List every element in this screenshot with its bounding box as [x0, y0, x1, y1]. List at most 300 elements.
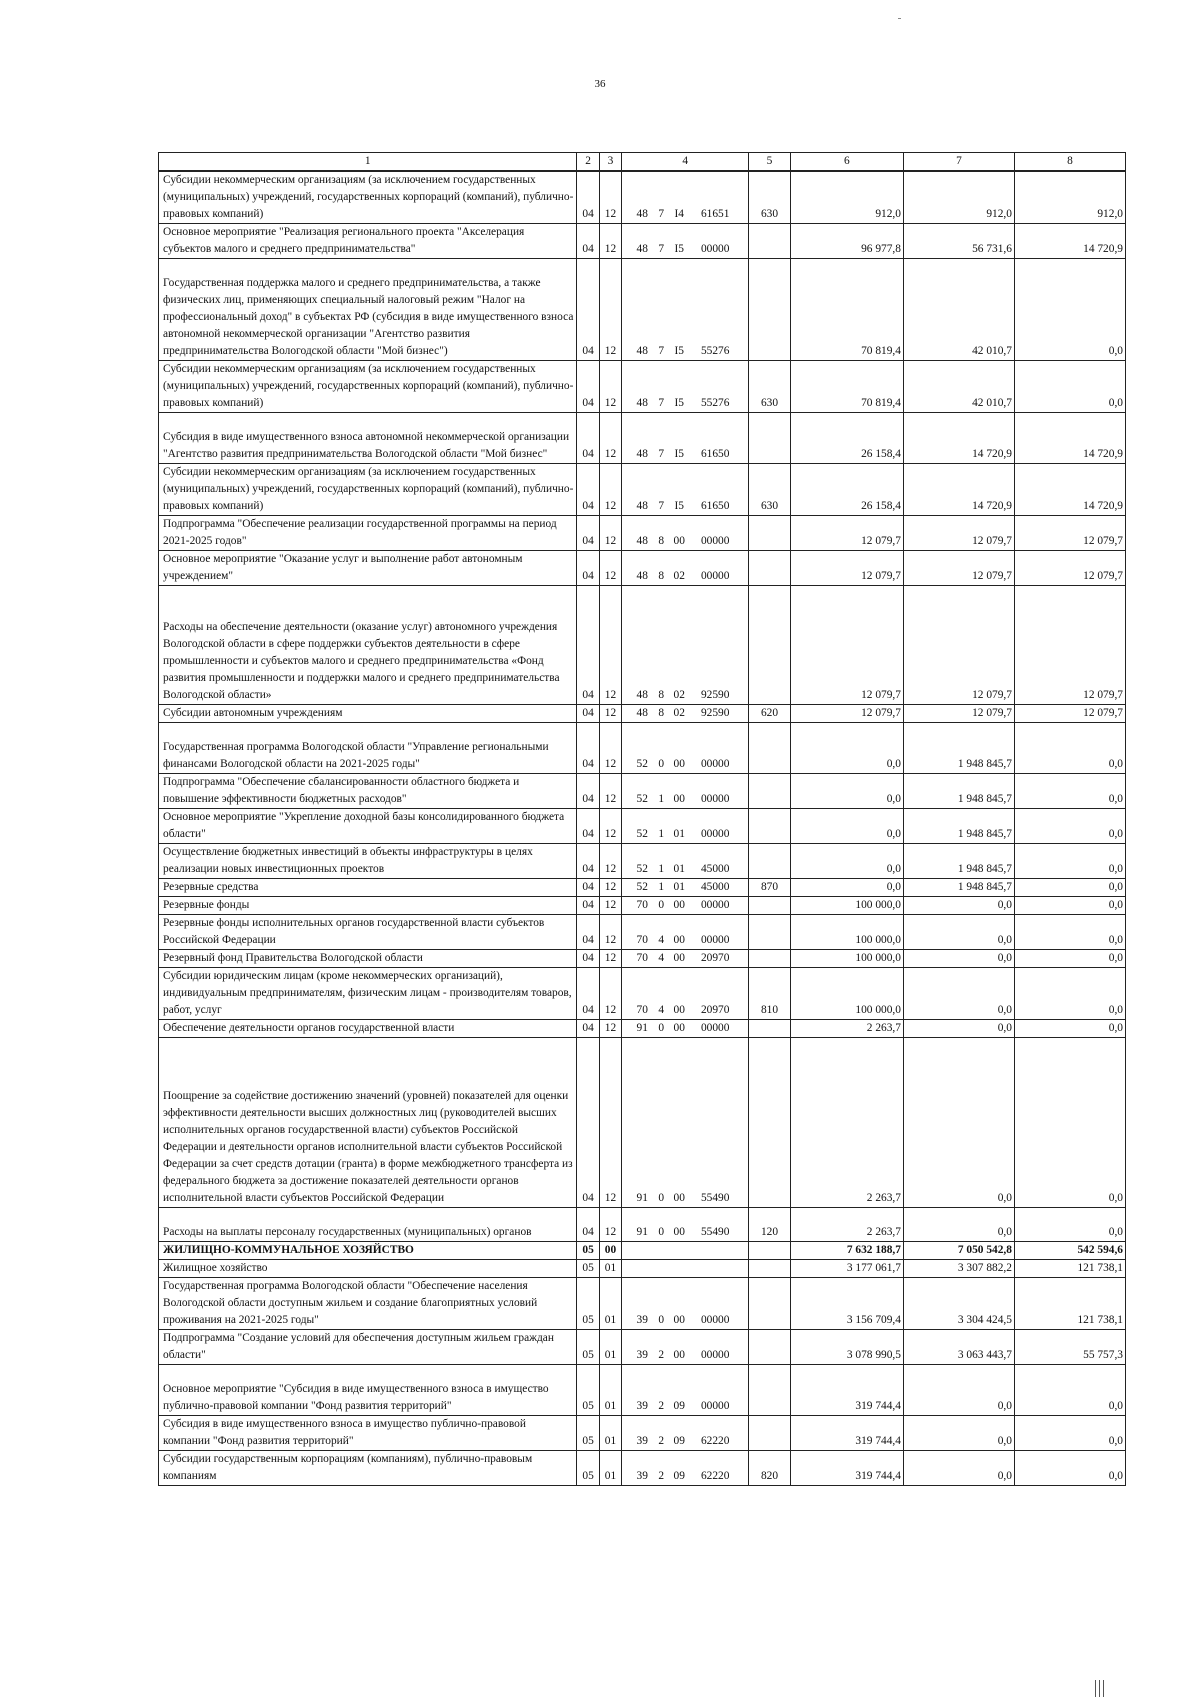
row-amount-2: 3 304 424,5 — [903, 1278, 1014, 1330]
target-article-part: 01 — [673, 881, 685, 893]
row-expense-type — [749, 259, 791, 361]
row-name: Субсидии автономным учреждениям — [159, 705, 577, 723]
row-amount-2: 0,0 — [903, 1365, 1014, 1416]
row-name: Резервные фонды исполнительных органов государственной власти субъектов Российской Федерации — [159, 915, 577, 950]
row-expense-type — [749, 224, 791, 259]
table-row — [159, 1208, 1126, 1242]
row-section: 04 — [577, 259, 599, 361]
col-header-1: 1 — [159, 153, 577, 172]
table-row — [159, 1451, 1126, 1486]
target-article-part: 91 — [636, 1192, 648, 1204]
row-target-article — [622, 1242, 749, 1260]
target-article-part: 01 — [673, 863, 685, 875]
row-subsection: 12 — [599, 950, 621, 968]
target-article-part: 39 — [636, 1400, 648, 1412]
row-amount-2: 1 948 845,7 — [903, 879, 1014, 897]
table-row — [159, 723, 1126, 774]
row-amount-3: 12 079,7 — [1014, 586, 1125, 705]
row-target-article — [622, 259, 749, 361]
row-target-article — [622, 551, 749, 586]
row-name: Подпрограмма "Обеспечение сбалансированности областного бюджета и повышение эффективности бюджетных расходов" — [159, 774, 577, 809]
row-amount-1: 319 744,4 — [790, 1365, 903, 1416]
row-amount-2: 0,0 — [903, 968, 1014, 1020]
row-expense-type — [749, 723, 791, 774]
row-amount-3: 0,0 — [1014, 723, 1125, 774]
row-amount-1: 100 000,0 — [790, 897, 903, 915]
table-row — [159, 968, 1126, 1020]
target-article-part: 48 — [636, 535, 648, 547]
row-name: Субсидия в виде имущественного взноса автономной некоммерческой организации "Агентство развития предпринимательства Вологодской области "Мой бизнес" — [159, 413, 577, 464]
row-expense-type — [749, 1416, 791, 1451]
row-section: 05 — [577, 1242, 599, 1260]
col-header-6: 6 — [790, 153, 903, 172]
row-section: 04 — [577, 774, 599, 809]
row-target-article — [622, 361, 749, 413]
row-amount-3: 0,0 — [1014, 915, 1125, 950]
table-row — [159, 879, 1126, 897]
row-amount-3: 0,0 — [1014, 1038, 1125, 1208]
target-article-part: 02 — [673, 570, 685, 582]
row-name: Основное мероприятие "Реализация регионального проекта "Акселерация субъектов малого и среднего предпринимательства" — [159, 224, 577, 259]
row-subsection: 12 — [599, 586, 621, 705]
table-row — [159, 915, 1126, 950]
target-article-part: 62220 — [700, 1470, 730, 1482]
target-article-part: 20970 — [700, 1004, 730, 1016]
row-name: Расходы на обеспечение деятельности (оказание услуг) автономного учреждения Вологодской области в сфере поддержки субъектов деятельности в сфере промышленности и субъектов малого и среднего предпринимательства «Фонд развития промышленности и поддержки малого и среднего предпринимательства Вологодской области» — [159, 586, 577, 705]
row-subsection: 00 — [599, 1242, 621, 1260]
row-amount-1: 3 156 709,4 — [790, 1278, 903, 1330]
row-expense-type — [749, 1260, 791, 1278]
row-amount-1: 0,0 — [790, 879, 903, 897]
target-article-part: 2 — [658, 1435, 665, 1447]
target-article-part: 0 — [658, 1192, 665, 1204]
row-section: 04 — [577, 586, 599, 705]
row-section: 04 — [577, 1038, 599, 1208]
target-article-part: 91 — [636, 1022, 648, 1034]
row-target-article — [622, 1365, 749, 1416]
target-article-part: 00000 — [700, 535, 730, 547]
table-row — [159, 1416, 1126, 1451]
target-article-part: 2 — [658, 1349, 665, 1361]
row-name: Обеспечение деятельности органов государственной власти — [159, 1020, 577, 1038]
row-amount-2: 12 079,7 — [903, 586, 1014, 705]
target-article-part: I5 — [674, 243, 684, 255]
row-expense-type — [749, 1330, 791, 1365]
row-target-article — [622, 413, 749, 464]
row-amount-2: 912,0 — [903, 171, 1014, 224]
table-row — [159, 1020, 1126, 1038]
row-expense-type — [749, 915, 791, 950]
target-article-part: 00 — [673, 758, 685, 770]
target-article-part: 00 — [673, 1004, 685, 1016]
target-article-part: 4 — [658, 952, 665, 964]
table-row — [159, 774, 1126, 809]
target-article-part: 7 — [658, 345, 665, 357]
target-article-part: 02 — [673, 707, 685, 719]
row-section: 05 — [577, 1451, 599, 1486]
row-target-article — [622, 1038, 749, 1208]
row-amount-2: 12 079,7 — [903, 551, 1014, 586]
row-amount-2: 12 079,7 — [903, 516, 1014, 551]
row-section: 04 — [577, 413, 599, 464]
row-expense-type — [749, 586, 791, 705]
row-name: Государственная программа Вологодской области "Управление региональными финансами Вологодской области на 2021-2025 годы" — [159, 723, 577, 774]
target-article-part: 92590 — [700, 689, 730, 701]
col-header-8: 8 — [1014, 153, 1125, 172]
row-expense-type: 810 — [749, 968, 791, 1020]
target-article-part: 0 — [658, 1022, 665, 1034]
row-amount-1: 2 263,7 — [790, 1020, 903, 1038]
row-target-article — [622, 586, 749, 705]
target-article-part: 4 — [658, 1004, 665, 1016]
row-section: 04 — [577, 809, 599, 844]
row-amount-3: 912,0 — [1014, 171, 1125, 224]
target-article-part: I5 — [674, 448, 684, 460]
row-amount-1: 2 263,7 — [790, 1208, 903, 1242]
table-row — [159, 1365, 1126, 1416]
row-subsection: 12 — [599, 844, 621, 879]
row-amount-1: 7 632 188,7 — [790, 1242, 903, 1260]
col-header-5: 5 — [749, 153, 791, 172]
row-section: 04 — [577, 464, 599, 516]
target-article-part: 00 — [673, 899, 685, 911]
target-article-part: I4 — [674, 208, 684, 220]
target-article-part: 00 — [673, 934, 685, 946]
row-expense-type: 620 — [749, 705, 791, 723]
row-target-article — [622, 844, 749, 879]
row-expense-type: 630 — [749, 171, 791, 224]
row-amount-1: 12 079,7 — [790, 586, 903, 705]
row-target-article — [622, 723, 749, 774]
row-name: Субсидии некоммерческим организациям (за исключением государственных (муниципальных) учреждений, государственных корпораций (компаний), публично-правовых компаний) — [159, 464, 577, 516]
target-article-part: I5 — [674, 397, 684, 409]
target-article-part: 00 — [673, 952, 685, 964]
target-article-part: 00 — [673, 1349, 685, 1361]
target-article-part: 48 — [636, 448, 648, 460]
row-amount-1: 2 263,7 — [790, 1038, 903, 1208]
target-article-part: 52 — [636, 793, 648, 805]
row-amount-3: 55 757,3 — [1014, 1330, 1125, 1365]
row-expense-type: 870 — [749, 879, 791, 897]
row-subsection: 12 — [599, 361, 621, 413]
row-section: 04 — [577, 516, 599, 551]
target-article-part: 00 — [673, 1314, 685, 1326]
row-amount-1: 12 079,7 — [790, 516, 903, 551]
row-name: Резервные фонды — [159, 897, 577, 915]
target-article-part: 70 — [636, 1004, 648, 1016]
table-row — [159, 1330, 1126, 1365]
row-expense-type — [749, 551, 791, 586]
row-amount-2: 3 063 443,7 — [903, 1330, 1014, 1365]
target-article-part: 48 — [636, 345, 648, 357]
row-amount-1: 96 977,8 — [790, 224, 903, 259]
row-subsection: 12 — [599, 968, 621, 1020]
table-row — [159, 897, 1126, 915]
target-article-part: 61650 — [700, 500, 730, 512]
row-target-article — [622, 224, 749, 259]
target-article-part: 48 — [636, 500, 648, 512]
row-amount-1: 26 158,4 — [790, 413, 903, 464]
row-subsection: 01 — [599, 1260, 621, 1278]
target-article-part: 55490 — [700, 1226, 730, 1238]
row-subsection: 12 — [599, 705, 621, 723]
target-article-part: 00000 — [700, 243, 730, 255]
row-name: Субсидии государственным корпорациям (компаниям), публично-правовым компаниям — [159, 1451, 577, 1486]
row-section: 04 — [577, 897, 599, 915]
row-name: Субсидии юридическим лицам (кроме некоммерческих организаций), индивидуальным предпринимателям, физическим лицам - производителям товаров, работ, услуг — [159, 968, 577, 1020]
row-target-article — [622, 1278, 749, 1330]
row-amount-2: 56 731,6 — [903, 224, 1014, 259]
row-name: Основное мероприятие "Субсидия в виде имущественного взноса в имущество публично-правовой компании "Фонд развития территорий" — [159, 1365, 577, 1416]
target-article-part: I5 — [674, 345, 684, 357]
target-article-part: 2 — [658, 1470, 665, 1482]
row-section: 04 — [577, 968, 599, 1020]
row-subsection: 12 — [599, 259, 621, 361]
table-body — [159, 171, 1126, 1486]
row-section: 04 — [577, 361, 599, 413]
row-name: Осуществление бюджетных инвестиций в объекты инфраструктуры в целях реализации новых инвестиционных проектов — [159, 844, 577, 879]
row-target-article — [622, 1260, 749, 1278]
target-article-part: 00000 — [700, 793, 730, 805]
row-expense-type: 630 — [749, 361, 791, 413]
row-amount-3: 0,0 — [1014, 774, 1125, 809]
row-section: 04 — [577, 551, 599, 586]
target-article-part: 0 — [658, 1226, 665, 1238]
target-article-part: 55276 — [700, 397, 730, 409]
target-article-part: 61650 — [700, 448, 730, 460]
row-target-article — [622, 950, 749, 968]
row-section: 04 — [577, 723, 599, 774]
row-amount-1: 70 819,4 — [790, 361, 903, 413]
target-article-part: 00000 — [700, 1314, 730, 1326]
row-expense-type — [749, 516, 791, 551]
row-amount-1: 319 744,4 — [790, 1416, 903, 1451]
budget-table-container — [158, 152, 1126, 1486]
row-name: Расходы на выплаты персоналу государственных (муниципальных) органов — [159, 1208, 577, 1242]
col-header-4: 4 — [622, 153, 749, 172]
row-amount-2: 1 948 845,7 — [903, 844, 1014, 879]
table-row — [159, 705, 1126, 723]
target-article-part: 20970 — [700, 952, 730, 964]
target-article-part: 00 — [673, 535, 685, 547]
row-section: 04 — [577, 950, 599, 968]
target-article-part: 00 — [673, 1226, 685, 1238]
target-article-part: 0 — [658, 758, 665, 770]
row-amount-1: 100 000,0 — [790, 915, 903, 950]
table-row — [159, 844, 1126, 879]
row-subsection: 12 — [599, 774, 621, 809]
target-article-part: 62220 — [700, 1435, 730, 1447]
row-section: 04 — [577, 705, 599, 723]
row-target-article — [622, 705, 749, 723]
row-target-article — [622, 1416, 749, 1451]
target-article-part: 70 — [636, 899, 648, 911]
row-expense-type: 630 — [749, 464, 791, 516]
row-section: 04 — [577, 171, 599, 224]
row-amount-3: 14 720,9 — [1014, 464, 1125, 516]
row-amount-3: 0,0 — [1014, 1365, 1125, 1416]
row-subsection: 12 — [599, 224, 621, 259]
row-name: Государственная программа Вологодской области "Обеспечение населения Вологодской области доступным жильем и создание благоприятных условий проживания на 2021-2025 годы" — [159, 1278, 577, 1330]
target-article-part: 0 — [658, 1314, 665, 1326]
row-amount-2: 0,0 — [903, 1208, 1014, 1242]
row-amount-3: 0,0 — [1014, 1416, 1125, 1451]
row-section: 05 — [577, 1260, 599, 1278]
row-target-article — [622, 1208, 749, 1242]
target-article-part: 00000 — [700, 1400, 730, 1412]
target-article-part: 01 — [673, 828, 685, 840]
row-amount-1: 0,0 — [790, 723, 903, 774]
row-subsection: 12 — [599, 809, 621, 844]
row-target-article — [622, 915, 749, 950]
table-header-row — [159, 153, 1126, 172]
target-article-part: 52 — [636, 881, 648, 893]
target-article-part: I5 — [674, 500, 684, 512]
row-section: 05 — [577, 1365, 599, 1416]
row-subsection: 12 — [599, 723, 621, 774]
row-amount-2: 1 948 845,7 — [903, 723, 1014, 774]
row-name: Подпрограмма "Создание условий для обеспечения доступным жильем граждан области" — [159, 1330, 577, 1365]
target-article-part: 48 — [636, 707, 648, 719]
target-article-part: 70 — [636, 934, 648, 946]
row-section: 04 — [577, 224, 599, 259]
row-amount-3: 0,0 — [1014, 361, 1125, 413]
target-article-part: 7 — [658, 208, 665, 220]
col-header-3: 3 — [599, 153, 621, 172]
row-name: Жилищное хозяйство — [159, 1260, 577, 1278]
page-number: 36 — [594, 78, 606, 90]
row-target-article — [622, 516, 749, 551]
target-article-part: 00 — [673, 793, 685, 805]
target-article-part: 39 — [636, 1435, 648, 1447]
table-row — [159, 1260, 1126, 1278]
scan-artifact — [898, 18, 901, 19]
row-amount-1: 26 158,4 — [790, 464, 903, 516]
row-amount-3: 0,0 — [1014, 968, 1125, 1020]
target-article-part: 48 — [636, 243, 648, 255]
row-amount-3: 12 079,7 — [1014, 516, 1125, 551]
row-name: Субсидии некоммерческим организациям (за исключением государственных (муниципальных) учреждений, государственных корпораций (компаний), публично-правовых компаний) — [159, 171, 577, 224]
row-name: Основное мероприятие "Укрепление доходной базы консолидированного бюджета области" — [159, 809, 577, 844]
row-name: Подпрограмма "Обеспечение реализации государственной программы на период 2021-2025 годов" — [159, 516, 577, 551]
table-row — [159, 551, 1126, 586]
row-expense-type — [749, 413, 791, 464]
row-expense-type: 120 — [749, 1208, 791, 1242]
target-article-part: 8 — [658, 707, 665, 719]
row-name: Основное мероприятие "Оказание услуг и выполнение работ автономным учреждением" — [159, 551, 577, 586]
target-article-part: 00000 — [700, 934, 730, 946]
target-article-part: 09 — [673, 1470, 685, 1482]
row-amount-3: 0,0 — [1014, 1020, 1125, 1038]
row-amount-2: 0,0 — [903, 1038, 1014, 1208]
row-target-article — [622, 809, 749, 844]
target-article-part: 52 — [636, 758, 648, 770]
target-article-part: 2 — [658, 1400, 665, 1412]
row-section: 04 — [577, 915, 599, 950]
col-header-2: 2 — [577, 153, 599, 172]
row-amount-2: 1 948 845,7 — [903, 774, 1014, 809]
table-row — [159, 413, 1126, 464]
row-expense-type — [749, 774, 791, 809]
table-row — [159, 516, 1126, 551]
row-subsection: 01 — [599, 1278, 621, 1330]
col-header-7: 7 — [903, 153, 1014, 172]
target-article-part: 09 — [673, 1400, 685, 1412]
target-article-part: 52 — [636, 863, 648, 875]
row-name: Резервный фонд Правительства Вологодской области — [159, 950, 577, 968]
target-article-part: 7 — [658, 448, 665, 460]
row-name: Субсидии некоммерческим организациям (за исключением государственных (муниципальных) учреждений, государственных корпораций (компаний), публично-правовых компаний) — [159, 361, 577, 413]
target-article-part: 55276 — [700, 345, 730, 357]
target-article-part: 1 — [658, 863, 665, 875]
table-row — [159, 1038, 1126, 1208]
row-name: Резервные средства — [159, 879, 577, 897]
row-target-article — [622, 1020, 749, 1038]
row-name: Поощрение за содействие достижению значений (уровней) показателей для оценки эффективности деятельности высших должностных лиц (руководителей высших исполнительных органов государственной власти) субъектов Российской Федерации и деятельности органов исполнительной власти субъектов Российской Федерации за счет средств дотации (гранта) в форме межбюджетного трансферта из федерального бюджета за достижение показателей деятельности органов исполнительной власти субъектов Российской Федерации — [159, 1038, 577, 1208]
row-amount-3: 0,0 — [1014, 897, 1125, 915]
row-amount-2: 0,0 — [903, 1451, 1014, 1486]
row-amount-1: 319 744,4 — [790, 1451, 903, 1486]
row-expense-type — [749, 809, 791, 844]
row-subsection: 01 — [599, 1416, 621, 1451]
row-amount-3: 0,0 — [1014, 879, 1125, 897]
target-article-part: 00 — [673, 1022, 685, 1034]
target-article-part: 00000 — [700, 1022, 730, 1034]
target-article-part: 45000 — [700, 881, 730, 893]
row-expense-type — [749, 1020, 791, 1038]
target-article-part: 00000 — [700, 758, 730, 770]
row-target-article — [622, 774, 749, 809]
row-subsection: 12 — [599, 171, 621, 224]
row-amount-1: 70 819,4 — [790, 259, 903, 361]
target-article-part: 1 — [658, 828, 665, 840]
table-row — [159, 809, 1126, 844]
row-amount-2: 0,0 — [903, 897, 1014, 915]
table-row — [159, 224, 1126, 259]
row-subsection: 12 — [599, 413, 621, 464]
target-article-part: 00000 — [700, 899, 730, 911]
row-amount-2: 14 720,9 — [903, 413, 1014, 464]
row-subsection: 01 — [599, 1330, 621, 1365]
row-amount-3: 0,0 — [1014, 259, 1125, 361]
row-amount-3: 14 720,9 — [1014, 224, 1125, 259]
target-article-part: 09 — [673, 1435, 685, 1447]
row-amount-1: 12 079,7 — [790, 551, 903, 586]
row-amount-2: 42 010,7 — [903, 259, 1014, 361]
target-article-part: 8 — [658, 535, 665, 547]
row-amount-1: 12 079,7 — [790, 705, 903, 723]
row-amount-3: 0,0 — [1014, 1451, 1125, 1486]
row-amount-1: 100 000,0 — [790, 968, 903, 1020]
row-subsection: 12 — [599, 915, 621, 950]
scan-marks — [1095, 1680, 1107, 1702]
row-section: 04 — [577, 1208, 599, 1242]
target-article-part: 92590 — [700, 707, 730, 719]
target-article-part: 00000 — [700, 1349, 730, 1361]
row-section: 05 — [577, 1278, 599, 1330]
row-expense-type — [749, 844, 791, 879]
row-amount-3: 12 079,7 — [1014, 551, 1125, 586]
row-amount-1: 912,0 — [790, 171, 903, 224]
target-article-part: 55490 — [700, 1192, 730, 1204]
table-row — [159, 171, 1126, 224]
row-subsection: 12 — [599, 464, 621, 516]
row-section: 04 — [577, 844, 599, 879]
row-subsection: 12 — [599, 1208, 621, 1242]
row-amount-3: 0,0 — [1014, 844, 1125, 879]
row-amount-2: 14 720,9 — [903, 464, 1014, 516]
row-expense-type — [749, 1038, 791, 1208]
